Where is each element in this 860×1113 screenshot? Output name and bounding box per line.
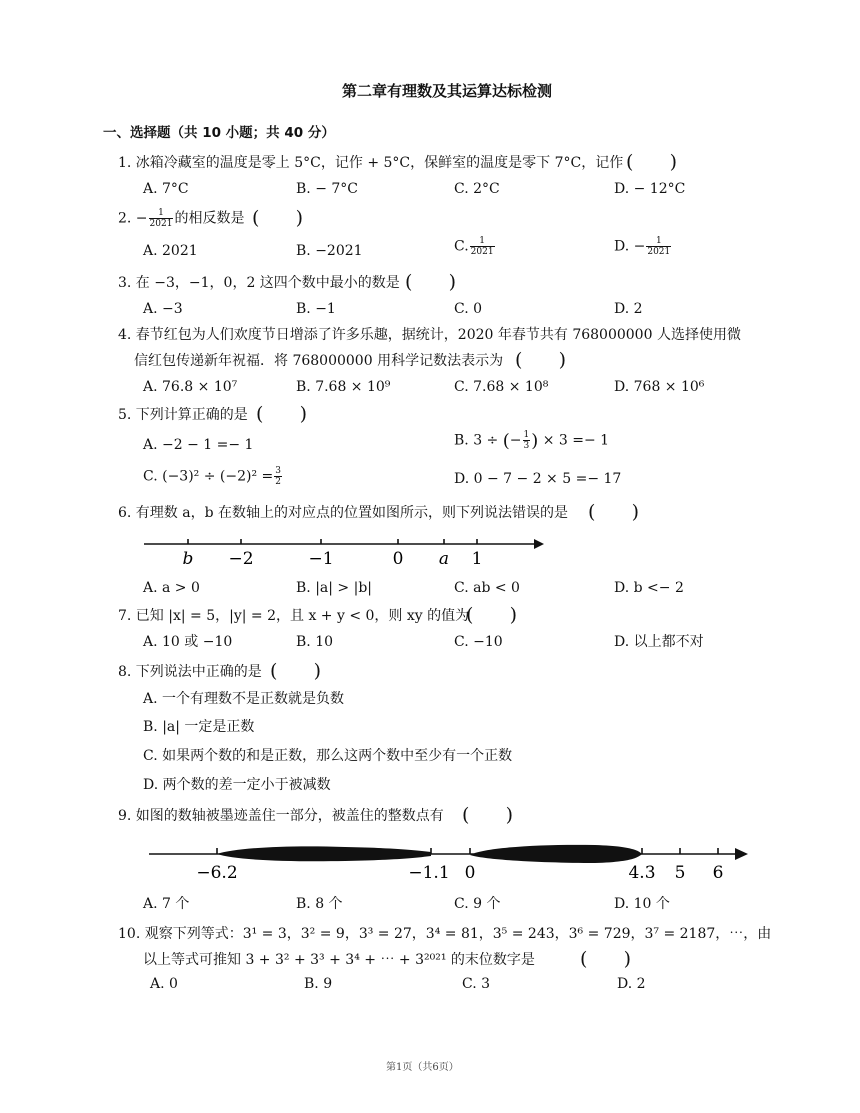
page-title: 第二章有理数及其运算达标检测 — [342, 82, 553, 100]
q4-option-d: D. 768 × 10⁶ — [614, 379, 705, 395]
label-neg1-1: −1.1 — [408, 863, 450, 883]
answer-blank-5: ( ) — [256, 403, 308, 425]
label-a: a — [438, 549, 450, 569]
question-7-stem: 7. 已知 |x| = 5，|y| = 2，且 x + y < 0，则 xy 的值为 — [118, 608, 470, 624]
question-8-stem: 8. 下列说法中正确的是 — [118, 664, 262, 680]
q2-option-a: A. 2021 — [143, 243, 198, 259]
q9-option-d: D. 10 个 — [614, 896, 670, 912]
question-4-stem: 4. 春节红包为人们欢度节日增添了许多乐趣，据统计，2020 年春节共有 768000000 人选择使用微 — [118, 327, 741, 343]
q6-option-a: A. a > 0 — [143, 580, 200, 596]
q6-option-d: D. b <− 2 — [614, 580, 684, 596]
number-line-q6 — [140, 532, 550, 572]
q2-stem-pre: 2. − — [118, 210, 148, 227]
q10-option-c: C. 3 — [462, 976, 491, 992]
q1-option-a: A. 7°C — [143, 181, 189, 197]
answer-blank-1: ( ) — [626, 151, 678, 173]
question-10-stem-line2: 以上等式可推知 3 + 3² + 3³ + 3⁴ + ⋯ + 3²⁰²¹ 的末位数字是 — [143, 952, 535, 968]
answer-blank-8: ( ) — [270, 660, 322, 682]
q4-option-b: B. 7.68 × 10⁹ — [296, 379, 391, 395]
q7-option-c: C. −10 — [454, 634, 503, 650]
q3-option-d: D. 2 — [614, 301, 643, 317]
q4-option-a: A. 76.8 × 10⁷ — [143, 379, 238, 395]
question-10-stem: 10. 观察下列等式：3¹ = 3，3² = 9，3³ = 27，3⁴ = 81，3⁵ = 243，3⁶ = 729，3⁷ = 2187，⋯，由 — [118, 926, 772, 942]
label-neg1: −1 — [308, 549, 334, 569]
q2-option-d: D. − $\frac{1}{2021}$ — [614, 236, 671, 257]
q8-option-a: A. 一个有理数不是正数就是负数 — [143, 691, 345, 707]
q2-stem-post: 的相反数是 — [174, 210, 245, 227]
section-heading: 一、选择题（共 10 小题；共 40 分） — [103, 125, 335, 141]
q6-option-b: B. |a| > |b| — [296, 580, 372, 596]
label-0: 0 — [464, 863, 476, 883]
answer-blank-9: ( ) — [462, 804, 514, 826]
label-0: 0 — [392, 549, 404, 569]
q3-option-a: A. −3 — [143, 301, 183, 317]
number-line-q9 — [145, 838, 755, 886]
label-neg2: −2 — [228, 549, 254, 569]
q6-option-c: C. ab < 0 — [454, 580, 520, 596]
q7-option-a: A. 10 或 −10 — [143, 634, 233, 650]
question-9-stem: 9. 如图的数轴被墨迹盖住一部分，被盖住的整数点有 — [118, 808, 444, 824]
q10-option-b: B. 9 — [304, 976, 333, 992]
q1-option-b: B. − 7°C — [296, 181, 358, 197]
q4-option-c: C. 7.68 × 10⁸ — [454, 379, 549, 395]
q3-option-c: C. 0 — [454, 301, 483, 317]
question-6-stem: 6. 有理数 a，b 在数轴上的对应点的位置如图所示，则下列说法错误的是 — [118, 505, 569, 521]
q5-option-a: A. −2 − 1 =− 1 — [143, 437, 254, 453]
q1-option-d: D. − 12°C — [614, 181, 686, 197]
label-5: 5 — [674, 863, 686, 883]
label-4-3: 4.3 — [628, 863, 656, 883]
q3-option-b: B. −1 — [296, 301, 336, 317]
answer-blank-7: ( ) — [466, 604, 518, 626]
answer-blank-4: ( ) — [515, 349, 567, 371]
label-neg6-2: −6.2 — [196, 863, 238, 883]
page-footer: 第1页（共6页） — [386, 1062, 459, 1073]
q7-option-d: D. 以上都不对 — [614, 634, 704, 650]
ink-blot-right — [470, 845, 642, 863]
q2-fraction: $\frac{1}{2021}$ — [149, 208, 173, 229]
q10-option-a: A. 0 — [150, 976, 178, 992]
label-6: 6 — [712, 863, 724, 883]
label-b: b — [182, 549, 194, 569]
q2-option-c: C. $\frac{1}{2021}$ — [454, 236, 494, 257]
q9-option-c: C. 9 个 — [454, 896, 501, 912]
q1-option-c: C. 2°C — [454, 181, 500, 197]
q2-option-b: B. −2021 — [296, 243, 363, 259]
answer-blank-6: ( ) — [588, 501, 640, 523]
q5-option-c: C. (−3)² ÷ (−2)² = $\frac{3}{2}$ — [143, 466, 282, 487]
q7-option-b: B. 10 — [296, 634, 334, 650]
q9-option-a: A. 7 个 — [143, 896, 190, 912]
q8-option-b: B. |a| 一定是正数 — [143, 719, 255, 735]
ink-blot-left — [217, 846, 431, 861]
question-1-stem: 1. 冰箱冷藏室的温度是零上 5°C，记作 + 5°C，保鲜室的温度是零下 7°C，记作 — [118, 155, 624, 171]
question-2-stem — [118, 208, 244, 229]
answer-blank-10: ( ) — [580, 948, 632, 970]
question-3-stem: 3. 在 −3，−1，0，2 这四个数中最小的数是 — [118, 275, 400, 291]
axis-arrow — [735, 848, 748, 860]
q10-option-d: D. 2 — [617, 976, 646, 992]
q9-option-b: B. 8 个 — [296, 896, 343, 912]
axis-arrow — [534, 539, 544, 549]
q5-option-b: B. 3 ÷ (− $\frac{1}{3}$ ) × 3 =− 1 — [454, 430, 610, 452]
question-4-stem-line2: 信红包传递新年祝福．将 768000000 用科学记数法表示为 — [134, 353, 504, 369]
q8-option-d: D. 两个数的差一定小于被减数 — [143, 777, 331, 793]
label-1: 1 — [471, 549, 483, 569]
answer-blank-3: ( ) — [405, 271, 457, 293]
question-5-stem: 5. 下列计算正确的是 — [118, 407, 248, 423]
q5-option-d: D. 0 − 7 − 2 × 5 =− 17 — [454, 471, 622, 487]
answer-blank-2: ( ) — [252, 207, 304, 229]
q8-option-c: C. 如果两个数的和是正数，那么这两个数中至少有一个正数 — [143, 748, 513, 764]
